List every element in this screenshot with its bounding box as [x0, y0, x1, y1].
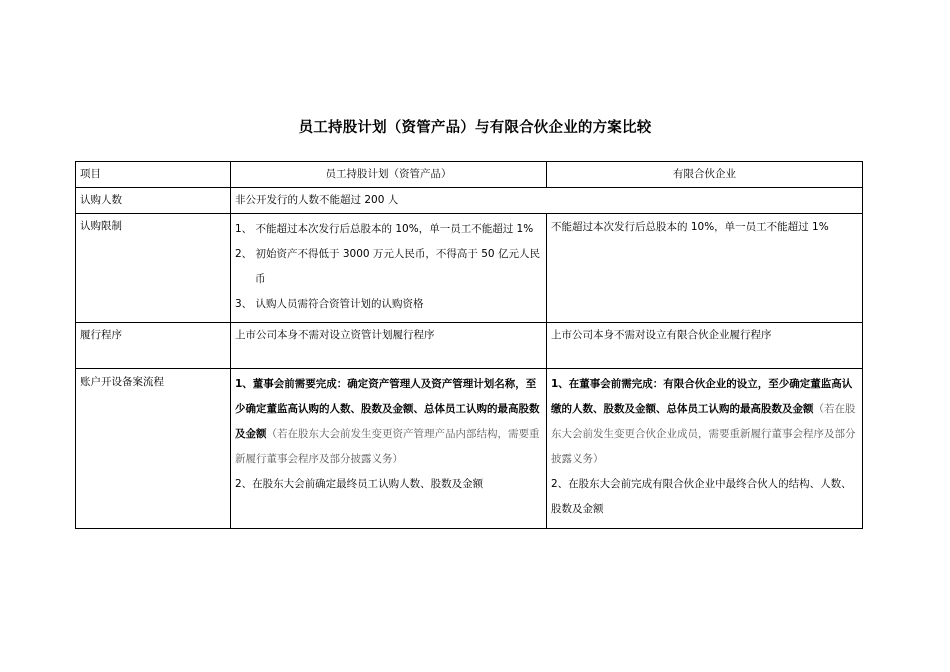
- row-label-subscription-limit: 认购限制: [76, 214, 231, 323]
- row-label-subscriber-count: 认购人数: [76, 188, 231, 214]
- header-item: 项目: [76, 162, 231, 188]
- row-subscriber-count: [76, 188, 863, 214]
- cell-subscriber-count: 非公开发行的人数不能超过 200 人: [231, 188, 863, 214]
- row-account-filing: [76, 369, 863, 529]
- row-procedure: [76, 323, 863, 369]
- cell-esop-filing: [231, 369, 547, 529]
- limit-item-1: 1、 不能超过本次发行后总股本的 10%，单一员工不能超过 1%: [235, 223, 534, 235]
- esop-filing-note: （若在股东大会前发生变更资产管理产品内部结构，需要重新履行董事会程序及部分披露义务）: [235, 428, 540, 465]
- header-partnership: 有限合伙企业: [547, 162, 863, 188]
- partnership-filing-item-2: 2、在股东大会前完成有限合伙企业中最终合伙人的结构、人数、股数及金额: [551, 478, 852, 515]
- esop-filing-item-1: [235, 372, 542, 472]
- esop-filing-item-2: 2、在股东大会前确定最终员工认购人数、股数及金额: [235, 478, 484, 490]
- header-row: [76, 162, 863, 188]
- cell-partnership-limit: 不能超过本次发行后总股本的 10%，单一员工不能超过 1%: [547, 214, 863, 323]
- partnership-filing-note: （若在股东大会前发生变更合伙企业成员，需要重新履行董事会程序及部分披露义务）: [551, 403, 856, 465]
- cell-esop-limit: [231, 214, 547, 323]
- partnership-filing-requirement: 1、在董事会前需完成：有限合伙企业的设立，至少确定董监高认缴的人数、股数及金额、总体员工认购的最高股数及金额: [551, 378, 853, 415]
- limit-item-3: 3、 认购人员需符合资管计划的认购资格: [235, 298, 424, 310]
- cell-esop-procedure: 上市公司本身不需对设立资管计划履行程序: [231, 323, 547, 369]
- document-title: 员工持股计划（资管产品）与有限合伙企业的方案比较: [298, 120, 652, 136]
- cell-partnership-procedure: 上市公司本身不需对设立有限合伙企业履行程序: [547, 323, 863, 369]
- comparison-table: [75, 161, 863, 529]
- partnership-filing-item-1: [551, 372, 858, 472]
- row-subscription-limit: [76, 214, 863, 323]
- esop-filing-requirement: 1、董事会前需要完成：确定资产管理人及资产管理计划名称，至少确定董监高认购的人数、股数及金额、总体员工认购的最高股数及金额: [235, 378, 540, 440]
- limit-item-2: 2、 初始资产不得低于 3000 万元人民币，不得高于 50 亿元人民币: [235, 248, 540, 285]
- cell-partnership-filing: [547, 369, 863, 529]
- header-esop: 员工持股计划（资管产品）: [231, 162, 547, 188]
- row-label-account-filing: 账户开设备案流程: [76, 369, 231, 529]
- row-label-procedure: 履行程序: [76, 323, 231, 369]
